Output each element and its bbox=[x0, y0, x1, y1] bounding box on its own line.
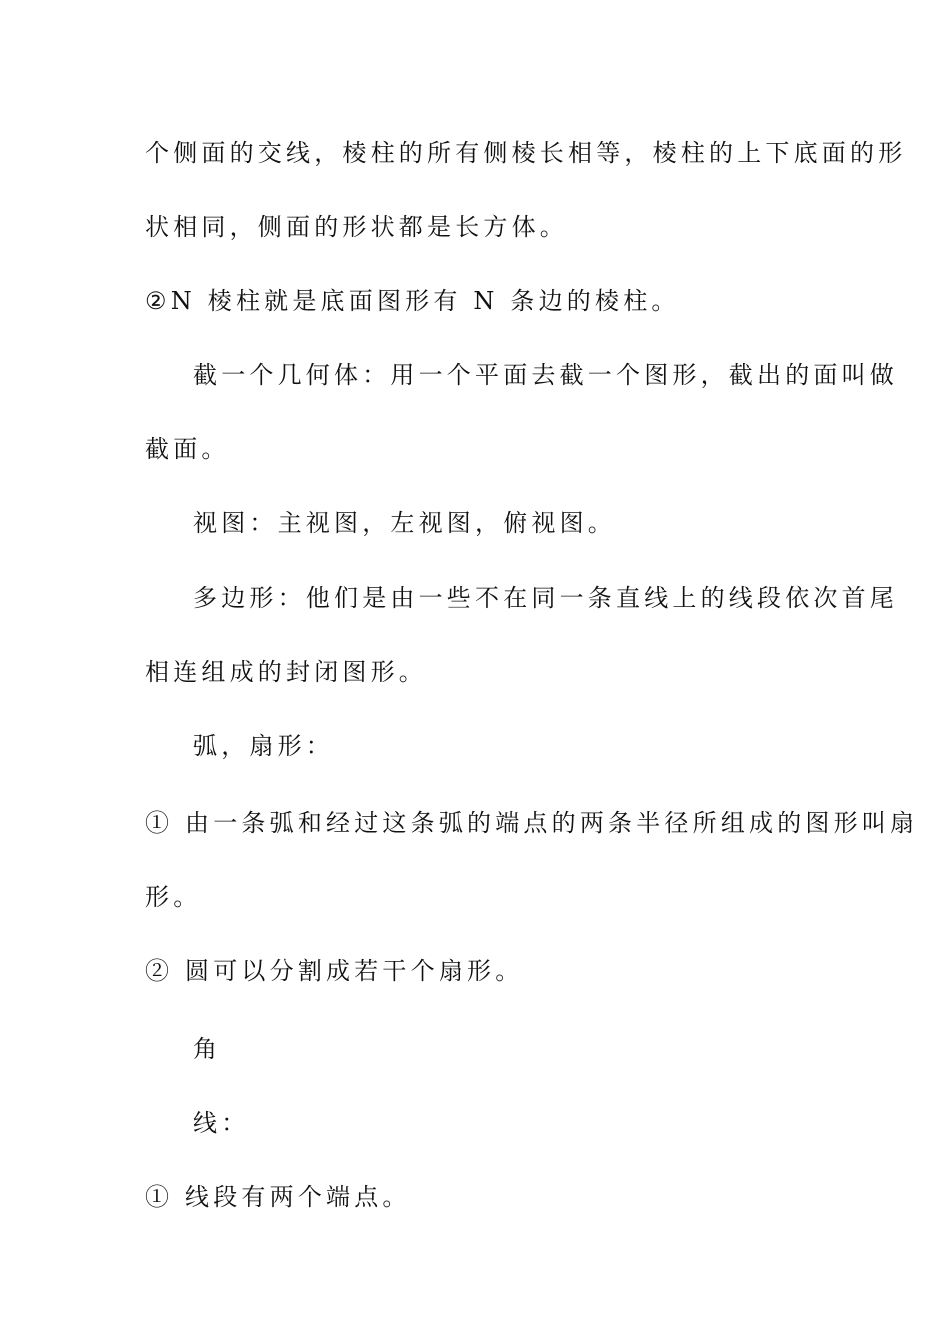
text-line-6: 视图：主视图，左视图，俯视图。 bbox=[193, 509, 616, 537]
text-line-7: 多边形：他们是由一些不在同一条直线上的线段依次首尾 bbox=[193, 584, 898, 612]
text-line-11: 形。 bbox=[145, 883, 202, 911]
text-line-3: ②N 棱柱就是底面图形有 N 条边的棱柱。 bbox=[145, 287, 680, 315]
text-line-9: 弧，扇形： bbox=[193, 732, 334, 760]
text-line-13: 角 bbox=[193, 1035, 222, 1063]
text-line-1: 个侧面的交线，棱柱的所有侧棱长相等，棱柱的上下底面的形 bbox=[145, 139, 907, 167]
text-line-8: 相连组成的封闭图形。 bbox=[145, 658, 427, 686]
text-line-2: 状相同，侧面的形状都是长方体。 bbox=[145, 213, 568, 241]
text-line-10: ① 由一条弧和经过这条弧的端点的两条半径所组成的图形叫扇 bbox=[145, 809, 919, 837]
text-line-5: 截面。 bbox=[145, 435, 230, 463]
text-line-15: ① 线段有两个端点。 bbox=[145, 1183, 411, 1211]
text-line-4: 截一个几何体：用一个平面去截一个图形，截出的面叫做 bbox=[193, 361, 898, 389]
text-line-14: 线： bbox=[193, 1109, 250, 1137]
text-line-12: ② 圆可以分割成若干个扇形。 bbox=[145, 957, 524, 985]
